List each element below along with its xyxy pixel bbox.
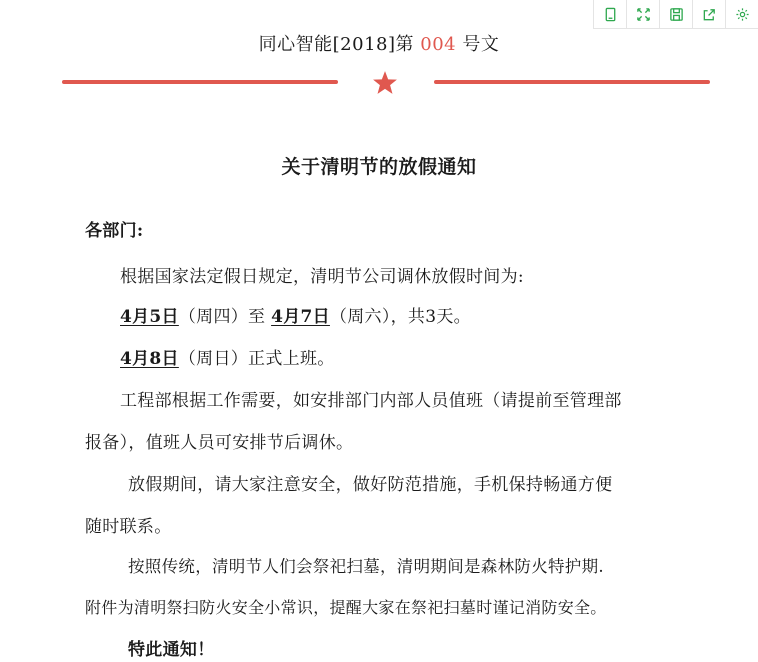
header-prefix: 同心智能[2018]第	[258, 34, 415, 55]
share-button[interactable]	[692, 0, 725, 28]
closing: 特此通知！	[128, 640, 215, 660]
viewer-toolbar	[593, 0, 758, 29]
settings-button[interactable]	[725, 0, 758, 28]
salutation: 各部门:	[85, 221, 144, 241]
document-number	[0, 30, 758, 56]
paragraph-4-line-2: 随时联系。	[85, 517, 172, 537]
start-date: 4月5日	[120, 307, 179, 327]
save-button[interactable]	[659, 0, 692, 28]
paragraph-4-line-1: 放假期间，请大家注意安全，做好防范措施，手机保持畅通方便	[128, 475, 613, 495]
paragraph-3-line-2: 报备），值班人员可安排节后调休。	[85, 433, 354, 453]
end-weekday: （周六），共3天。	[329, 307, 471, 327]
header-rule-left	[62, 80, 338, 84]
paragraph-1: 根据国家法定假日规定，清明节公司调休放假时间为:	[120, 267, 524, 287]
return-date	[120, 344, 335, 369]
fullscreen-icon	[636, 7, 651, 22]
page-view-button[interactable]	[594, 0, 626, 28]
holiday-dates	[120, 302, 471, 327]
start-weekday: （周四）至	[178, 307, 266, 327]
return-weekday: （周日）正式上班。	[178, 349, 335, 369]
document-title: 关于清明节的放假通知	[281, 156, 477, 178]
share-icon	[702, 7, 717, 22]
paragraph-3-line-1: 工程部根据工作需要，如安排部门内部人员值班（请提前至管理部	[120, 391, 622, 411]
save-icon	[669, 7, 684, 22]
fullscreen-button[interactable]	[626, 0, 659, 28]
star-icon	[372, 70, 398, 96]
return-day: 4月8日	[120, 349, 179, 369]
header-number: 004	[420, 34, 457, 55]
page-icon	[603, 7, 618, 22]
paragraph-5-line-1: 按照传统，清明节人们会祭祀扫墓，清明期间是森林防火特护期.	[128, 557, 604, 576]
settings-icon	[735, 7, 750, 22]
paragraph-5-line-2: 附件为清明祭扫防火安全小常识，提醒大家在祭祀扫墓时谨记消防安全。	[85, 598, 607, 617]
header-suffix: 号文	[462, 34, 500, 55]
header-rule-right	[434, 80, 710, 84]
end-date: 4月7日	[271, 307, 330, 327]
